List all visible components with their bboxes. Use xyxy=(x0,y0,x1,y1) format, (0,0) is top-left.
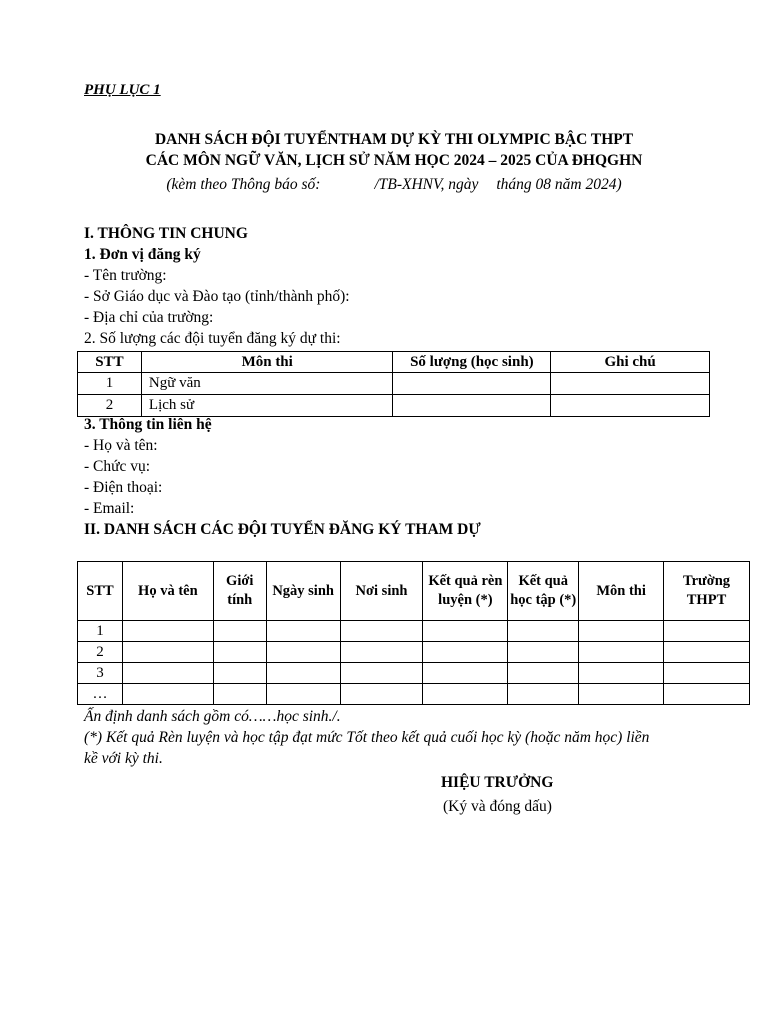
cell-empty[interactable] xyxy=(579,663,664,684)
subtitle-part2: /TB-XHNV, ngày xyxy=(374,176,479,193)
subtitle-part1: (kèm theo Thông báo số: xyxy=(166,176,321,193)
document-subtitle xyxy=(10,176,768,194)
table-header-row xyxy=(78,352,710,373)
document-title-line2: CÁC MÔN NGỮ VĂN, LỊCH SỬ NĂM HỌC 2024 – 2025 CỦA ĐHQGHN xyxy=(145,152,643,169)
cell-empty[interactable] xyxy=(213,621,266,642)
cell-empty[interactable] xyxy=(579,621,664,642)
note-footnote-line2: kề với kỳ thi. xyxy=(84,750,163,767)
cell-notes[interactable] xyxy=(551,395,710,417)
header-birthdate: Ngày sinh xyxy=(266,562,340,621)
table-row xyxy=(78,621,750,642)
cell-empty[interactable] xyxy=(423,621,508,642)
cell-subject: Ngữ văn xyxy=(141,373,393,395)
cell-empty[interactable] xyxy=(664,642,750,663)
cell-empty[interactable] xyxy=(579,642,664,663)
cell-empty[interactable] xyxy=(340,663,423,684)
section1-heading: I. THÔNG TIN CHUNG xyxy=(84,225,248,242)
appendix-label: PHỤ LỤC 1 xyxy=(84,82,161,98)
cell-stt: 2 xyxy=(78,642,123,663)
cell-empty[interactable] xyxy=(213,684,266,705)
note-footnote-line1: (*) Kết quả Rèn luyện và học tập đạt mức Tốt theo kết quả cuối học kỳ (hoặc năm học) liền xyxy=(84,729,650,746)
header-quantity: Số lượng (học sinh) xyxy=(393,352,551,373)
cell-empty[interactable] xyxy=(423,684,508,705)
field-school-name: - Tên trường: xyxy=(84,267,167,284)
section1-sub2: 2. Số lượng các đội tuyển đăng ký dự thi: xyxy=(84,330,341,347)
cell-empty[interactable] xyxy=(266,621,340,642)
cell-empty[interactable] xyxy=(664,621,750,642)
table-row xyxy=(78,642,750,663)
contact-email: - Email: xyxy=(84,500,135,517)
header-conduct-result: Kết quả rèn luyện (*) xyxy=(423,562,508,621)
cell-empty[interactable] xyxy=(508,663,579,684)
cell-notes[interactable] xyxy=(551,373,710,395)
cell-empty[interactable] xyxy=(579,684,664,705)
document-title-line1: DANH SÁCH ĐỘI TUYỂNTHAM DỰ KỲ THI OLYMPIC BẬC THPT xyxy=(154,131,634,148)
cell-stt: 1 xyxy=(78,373,142,395)
section1-sub1: 1. Đơn vị đăng ký xyxy=(84,246,201,263)
header-gender: Giới tính xyxy=(213,562,266,621)
header-subject: Môn thi xyxy=(579,562,664,621)
team-count-table xyxy=(77,351,710,417)
contact-position: - Chức vụ: xyxy=(84,458,151,475)
note-count: Ấn định danh sách gồm có……học sinh./. xyxy=(84,708,341,725)
team-list-table xyxy=(77,561,750,705)
cell-empty[interactable] xyxy=(340,684,423,705)
field-department: - Sở Giáo dục và Đào tạo (tỉnh/thành phố): xyxy=(84,288,350,305)
cell-empty[interactable] xyxy=(664,663,750,684)
contact-phone: - Điện thoại: xyxy=(84,479,163,496)
table-row xyxy=(78,663,750,684)
header-academic-result: Kết quả học tập (*) xyxy=(508,562,579,621)
section1-sub3: 3. Thông tin liên hệ xyxy=(84,416,212,433)
cell-empty[interactable] xyxy=(340,621,423,642)
contact-name: - Họ và tên: xyxy=(84,437,158,454)
cell-empty[interactable] xyxy=(508,621,579,642)
cell-stt: … xyxy=(78,684,123,705)
cell-empty[interactable] xyxy=(508,684,579,705)
header-stt: STT xyxy=(78,352,142,373)
cell-stt: 1 xyxy=(78,621,123,642)
header-subject: Môn thi xyxy=(141,352,393,373)
cell-empty[interactable] xyxy=(266,663,340,684)
cell-empty[interactable] xyxy=(213,663,266,684)
cell-empty[interactable] xyxy=(340,642,423,663)
cell-stt: 2 xyxy=(78,395,142,417)
cell-quantity[interactable] xyxy=(393,373,551,395)
header-stt: STT xyxy=(78,562,123,621)
cell-empty[interactable] xyxy=(122,642,213,663)
cell-empty[interactable] xyxy=(213,642,266,663)
subtitle-part3: tháng 08 năm 2024) xyxy=(496,176,622,193)
table-row xyxy=(78,373,710,395)
signature-title: HIỆU TRƯỞNG xyxy=(441,774,554,791)
cell-stt: 3 xyxy=(78,663,123,684)
table-header-row xyxy=(78,562,750,621)
header-birthplace: Nơi sinh xyxy=(340,562,423,621)
field-address: - Địa chỉ của trường: xyxy=(84,309,214,326)
table-row xyxy=(78,684,750,705)
header-notes: Ghi chú xyxy=(551,352,710,373)
cell-subject: Lịch sử xyxy=(141,395,393,417)
signature-note: (Ký và đóng dấu) xyxy=(443,798,552,815)
cell-empty[interactable] xyxy=(423,663,508,684)
header-school: Trường THPT xyxy=(664,562,750,621)
table-row xyxy=(78,395,710,417)
cell-quantity[interactable] xyxy=(393,395,551,417)
cell-empty[interactable] xyxy=(122,621,213,642)
cell-empty[interactable] xyxy=(423,642,508,663)
cell-empty[interactable] xyxy=(122,663,213,684)
section2-heading: II. DANH SÁCH CÁC ĐỘI TUYỂN ĐĂNG KÝ THAM DỰ xyxy=(84,521,481,538)
header-full-name: Họ và tên xyxy=(122,562,213,621)
cell-empty[interactable] xyxy=(122,684,213,705)
cell-empty[interactable] xyxy=(266,642,340,663)
cell-empty[interactable] xyxy=(266,684,340,705)
cell-empty[interactable] xyxy=(664,684,750,705)
cell-empty[interactable] xyxy=(508,642,579,663)
